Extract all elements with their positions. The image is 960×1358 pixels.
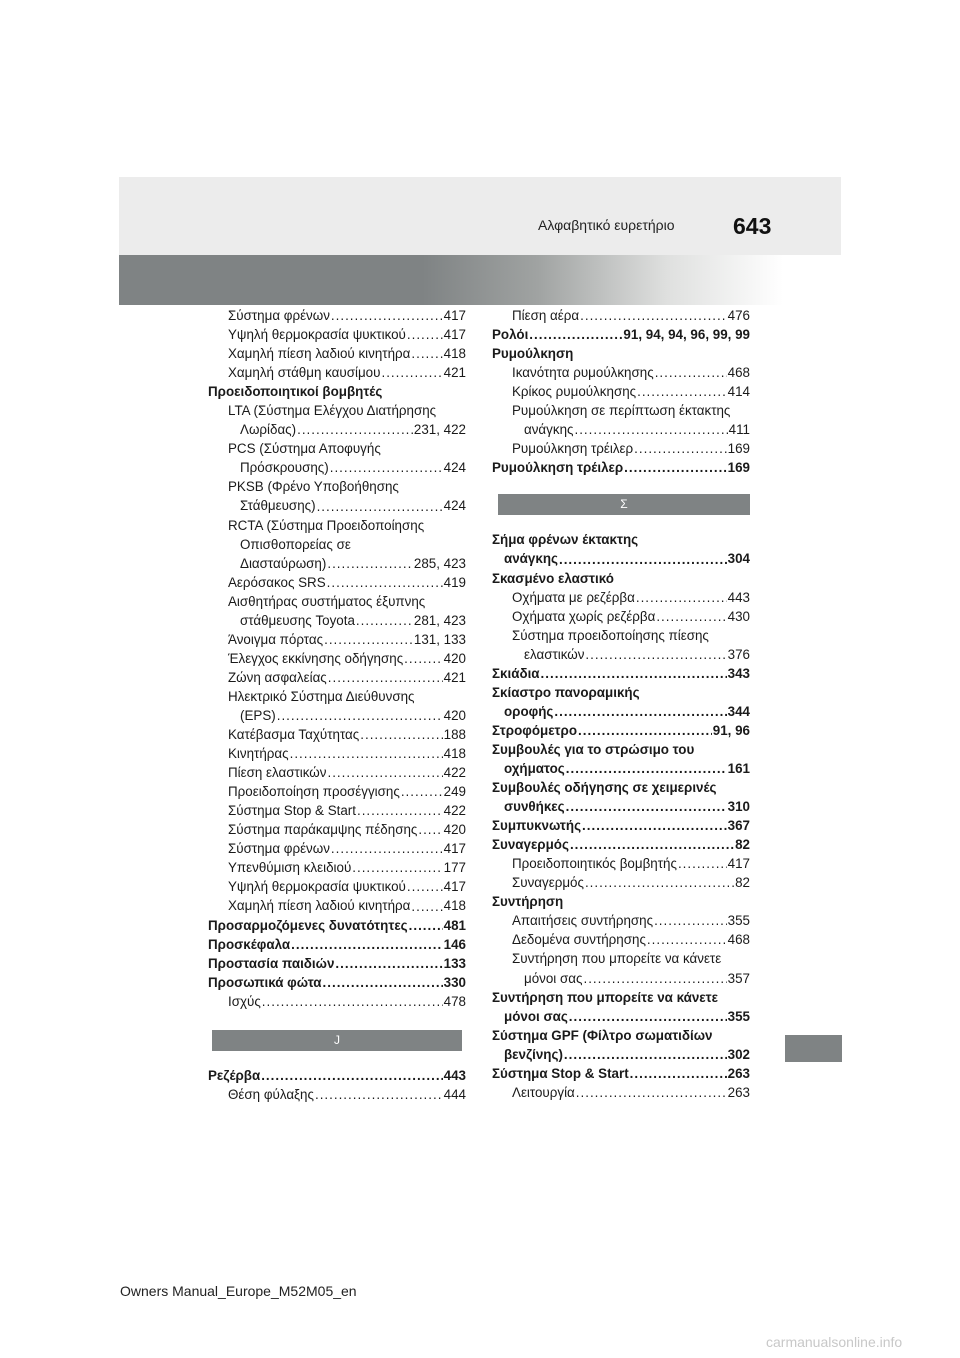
index-main-entry [492,325,750,344]
entry-term: οχήματος [504,760,565,776]
entry-term: Οπισθοπορείας σε [240,536,351,552]
entry-page-ref[interactable]: 418 [443,746,466,762]
dot-leader [352,858,442,877]
dot-leader [357,801,443,820]
dot-leader [566,759,727,778]
index-main-entry [208,382,466,401]
entry-term: Ρολόι [492,327,529,343]
index-main-entry [492,344,750,363]
index-sub-entry [208,573,466,592]
entry-term: μόνοι σας [524,970,583,986]
index-main-entry [492,530,750,549]
entry-term: Χαμηλή πίεση λαδιού κινητήρα [228,898,411,914]
entry-term: Υπενθύμιση κλειδιού [228,860,352,876]
dot-leader [637,382,727,401]
entry-term: Θέση φύλαξης [228,1086,314,1102]
dot-leader [647,930,727,949]
index-sub-entry [492,363,750,382]
index-sub-entry [208,325,466,344]
entry-term: Προειδοποιητικοί βομβητές [208,384,383,400]
entry-page-ref[interactable]: 420 [443,707,466,723]
index-main-entry [492,458,750,477]
entry-term: Σύστημα φρένων [228,308,330,323]
entry-page-ref[interactable]: 91, 96 [712,722,750,738]
index-sub-entry [208,877,466,896]
entry-page-ref[interactable]: 444 [443,1086,466,1102]
entry-page-ref[interactable]: 281, 423 [413,612,466,628]
entry-term: Προειδοποιητικός βομβητής [512,856,677,872]
index-main-entry [208,1066,466,1085]
index-main-entry [492,1045,750,1064]
entry-term: Συντήρηση που μπορείτε να κάνετε [492,989,718,1005]
dot-leader [317,497,443,516]
dot-leader [331,839,443,858]
entry-term: PKSB (Φρένο Υποβοήθησης [228,479,399,495]
dot-leader [381,363,442,382]
thumb-index-tab [785,1035,842,1062]
entry-term: Πίεση ελαστικών [228,765,327,781]
index-main-entry [492,740,750,759]
entry-term: Σύστημα Stop & Start [492,1065,629,1081]
entry-page-ref[interactable]: 188 [443,727,466,743]
index-sub-entry [208,554,466,573]
index-sub-entry [492,626,750,645]
entry-term: Σύστημα παράκαμψης πέδησης [228,822,418,838]
dot-leader [356,611,413,630]
entry-page-ref[interactable]: 357 [727,970,750,986]
dot-leader [582,816,727,835]
entry-page-ref[interactable]: 421 [443,365,466,381]
dot-leader [554,702,726,721]
entry-term: Στροφόμετρο [492,722,577,738]
entry-term: Σκίαστρο πανοραμικής [492,684,640,700]
entry-page-ref[interactable]: 285, 423 [413,555,466,571]
index-sub-entry [208,516,466,535]
entry-term: Σήμα φρένων έκτακτης [492,532,639,548]
entry-page-ref[interactable]: 420 [443,650,466,666]
index-main-entry [492,892,750,911]
index-sub-entry [492,930,750,949]
entry-term: Κατέβασμα Ταχύτητας [228,727,360,743]
dot-leader [578,721,712,740]
entry-page-ref[interactable]: 422 [443,803,466,819]
dot-leader [655,363,727,382]
entry-term: Διασταύρωση) [240,555,327,571]
index-sub-entry [492,588,750,607]
entry-term: Ρυμούλκηση [492,346,574,362]
index-sub-entry [208,420,466,439]
index-main-entry [492,1026,750,1045]
section-letter-bar: J [212,1030,462,1051]
index-main-entry [492,549,750,568]
entry-term: Λειτουργία [512,1084,575,1100]
index-sub-entry [208,992,466,1011]
index-sub-entry [208,439,466,458]
dot-leader [328,668,443,687]
dot-leader [630,1064,727,1083]
index-sub-entry [492,401,750,420]
entry-page-ref[interactable]: 344 [727,703,750,719]
entry-page-ref[interactable]: 367 [727,818,750,834]
dot-leader [330,458,443,477]
entry-term: Οχήματα με ρεζέρβα [512,589,635,605]
index-main-entry [492,778,750,797]
index-sub-entry [208,306,466,325]
entry-term: Ζώνη ασφαλείας [228,669,327,685]
index-main-entry [492,721,750,740]
index-sub-entry [208,496,466,515]
dot-leader [360,725,442,744]
dot-leader [576,1083,727,1102]
entry-term: Συναγερμός [492,837,569,853]
section-title: Αλφαβητικό ευρετήριο [538,217,675,233]
dot-leader [574,420,727,439]
dot-leader [678,854,727,873]
index-sub-entry [208,896,466,915]
entry-term: Δεδομένα συντήρησης [512,932,646,948]
entry-term: Σκιάδια [492,665,540,681]
entry-page-ref[interactable]: 161 [727,760,750,776]
entry-term: RCTA (Σύστημα Προειδοποίησης [228,517,425,533]
index-column-left [208,306,466,1104]
entry-page-ref[interactable]: 417 [443,327,466,343]
entry-page-ref[interactable]: 468 [727,932,750,948]
entry-term: Έλεγχος εκκίνησης οδήγησης [228,650,404,666]
index-main-entry [208,973,466,992]
index-sub-entry [208,344,466,363]
entry-term: συνθήκες [504,799,565,815]
dot-leader [585,645,726,664]
entry-page-ref[interactable]: 355 [727,1008,750,1024]
entry-page-ref[interactable]: 422 [443,765,466,781]
dot-leader [541,664,727,683]
entry-term: Στάθμευσης) [240,498,316,514]
entry-page-ref[interactable]: 418 [443,346,466,362]
dot-leader [411,897,442,916]
dot-leader [315,1085,443,1104]
dot-leader [656,607,726,626]
entry-page-ref[interactable]: 443 [443,1067,466,1083]
index-sub-entry [208,592,466,611]
index-main-entry [492,759,750,778]
entry-term: Ρυμούλκηση τρέιλερ [512,441,634,457]
entry-page-ref[interactable]: 430 [727,608,750,624]
entry-page-ref[interactable]: 417 [443,879,466,895]
entry-term: Οχήματα χωρίς ρεζέρβα [512,608,656,624]
entry-term: Προσαρμοζόμενες δυνατότητες [208,917,408,933]
index-sub-entry [208,477,466,496]
entry-term: Άνοιγμα πόρτας [228,631,324,647]
entry-term: βενζίνης) [504,1046,563,1062]
index-sub-entry [208,820,466,839]
dot-leader [654,911,727,930]
index-main-entry [208,916,466,935]
entry-page-ref[interactable]: 304 [727,551,750,567]
dot-leader [566,797,727,816]
dot-leader [411,344,442,363]
entry-page-ref[interactable]: 481 [443,917,466,933]
index-sub-entry [208,687,466,706]
entry-term: μόνοι σας [504,1008,568,1024]
dot-leader [559,550,727,569]
entry-term: Σύστημα Stop & Start [228,803,356,819]
entry-term: Συντήρηση [492,894,564,910]
entry-page-ref[interactable]: 417 [443,841,466,857]
entry-page-ref[interactable]: 418 [443,898,466,914]
entry-term: Αισθητήρας συστήματος έξυπνης [228,593,426,609]
entry-page-ref[interactable]: 231, 422 [413,422,466,438]
entry-page-ref[interactable]: 169 [727,460,750,476]
entry-term: Σύστημα προειδοποίησης πίεσης [512,627,709,643]
index-sub-entry [208,401,466,420]
dot-leader [331,306,443,325]
index-sub-entry [492,420,750,439]
index-main-entry [208,935,466,954]
entry-term: ανάγκης [504,551,558,567]
entry-page-ref[interactable]: 169 [727,441,750,457]
entry-page-ref[interactable]: 476 [727,308,750,323]
section-letter-bar: Σ [498,494,750,515]
entry-page-ref[interactable]: 146 [443,936,466,952]
index-sub-entry [492,645,750,664]
index-main-entry [208,954,466,973]
entry-term: Ηλεκτρικό Σύστημα Διεύθυνσης [228,688,415,704]
entry-page-ref[interactable]: 443 [727,589,750,605]
dot-leader [297,420,413,439]
entry-page-ref[interactable]: 419 [443,574,466,590]
dot-leader [291,935,443,954]
index-main-entry [492,1064,750,1083]
index-main-entry [492,988,750,1007]
dot-leader [634,439,727,458]
entry-term: Απαιτήσεις συντήρησης [512,913,654,929]
dot-leader [327,554,413,573]
index-sub-entry [492,873,750,892]
entry-term: Προσκέφαλα [208,936,291,952]
entry-page-ref[interactable]: 478 [443,993,466,1009]
index-sub-entry [492,911,750,930]
index-main-entry [492,569,750,588]
entry-term: Αερόσακος SRS [228,574,326,590]
entry-term: Συντήρηση που μπορείτε να κάνετε [512,951,722,967]
entry-term: Χαμηλή πίεση λαδιού κινητήρα [228,346,411,362]
entry-page-ref[interactable]: 355 [727,913,750,929]
dot-leader [583,969,726,988]
index-sub-entry [208,763,466,782]
entry-page-ref[interactable]: 424 [443,460,466,476]
dot-leader [290,744,443,763]
entry-page-ref[interactable]: 91, 94, 94, 96, 99, 99 [623,327,750,343]
index-sub-entry [492,306,750,325]
index-sub-entry [208,1085,466,1104]
entry-page-ref[interactable]: 424 [443,498,466,514]
entry-term: Σύστημα φρένων [228,841,330,857]
index-main-entry [492,664,750,683]
entry-page-ref[interactable]: 133 [443,955,466,971]
entry-page-ref[interactable]: 414 [727,384,750,400]
entry-term: Σκασμένο ελαστικό [492,570,614,586]
index-sub-entry [208,744,466,763]
index-main-entry [492,816,750,835]
index-column-right [492,306,750,1102]
dot-leader [580,306,727,325]
dot-leader [624,458,727,477]
index-sub-entry [492,949,750,968]
entry-term: Κρίκος ρυμούλκησης [512,384,637,400]
entry-term: Ικανότητα ρυμούλκησης [512,365,654,381]
entry-page-ref[interactable]: 131, 133 [413,631,466,647]
index-sub-entry [208,801,466,820]
index-sub-entry [208,611,466,630]
entry-term: Συμπυκνωτής [492,818,582,834]
entry-term: Ρυμούλκηση τρέιλερ [492,460,624,476]
entry-page-ref[interactable]: 263 [727,1084,750,1100]
index-sub-entry [492,607,750,626]
entry-term: Σύστημα GPF (Φίλτρο σωματιδίων [492,1027,713,1043]
page-number: 643 [733,213,772,239]
decorative-gradient-band [119,255,841,305]
entry-term: (EPS) [240,707,276,723]
entry-page-ref[interactable]: 330 [443,974,466,990]
entry-page-ref[interactable]: 468 [727,365,750,381]
entry-term: Υψηλή θερμοκρασία ψυκτικού [228,879,406,895]
dot-leader [327,763,442,782]
entry-term: Συναγερμός [512,875,584,891]
index-sub-entry [208,458,466,477]
index-sub-entry [208,363,466,382]
dot-leader [262,992,443,1011]
entry-term: Προστασία παιδιών [208,955,335,971]
entry-page-ref[interactable]: 421 [443,669,466,685]
index-sub-entry [208,630,466,649]
dot-leader [261,1066,442,1085]
index-main-entry [492,683,750,702]
entry-term: Χαμηλή στάθμη καυσίμου [228,365,381,381]
index-main-entry [492,1007,750,1026]
index-sub-entry [208,668,466,687]
entry-term: Ρυμούλκηση σε περίπτωση έκτακτης [512,403,731,419]
entry-term: Υψηλή θερμοκρασία ψυκτικού [228,327,406,343]
entry-term: στάθμευσης Toyota [240,612,355,628]
entry-term: Λωρίδας) [240,422,297,438]
dot-leader [335,954,442,973]
dot-leader [636,588,727,607]
index-sub-entry [208,839,466,858]
entry-term: LTA (Σύστημα Ελέγχου Διατήρησης [228,403,437,419]
dot-leader [327,573,443,592]
entry-term: Πίεση αέρα [512,308,580,323]
entry-term: ελαστικών [524,646,585,662]
index-sub-entry [208,725,466,744]
dot-leader [529,325,622,344]
index-sub-entry [208,649,466,668]
entry-page-ref[interactable]: 302 [727,1046,750,1062]
entry-term: Συμβουλές για το στρώσιμο του [492,741,695,757]
dot-leader [570,835,734,854]
entry-page-ref[interactable]: 249 [443,784,466,800]
dot-leader [277,706,443,725]
index-sub-entry [492,1083,750,1102]
index-main-entry [492,797,750,816]
entry-page-ref[interactable]: 417 [443,308,466,323]
entry-page-ref[interactable]: 82 [735,875,750,891]
entry-page-ref[interactable]: 417 [727,856,750,872]
entry-term: οροφής [504,703,554,719]
index-sub-entry [492,439,750,458]
entry-term: Προειδοποίηση προσέγγισης [228,784,400,800]
index-sub-entry [208,706,466,725]
dot-leader [401,782,443,801]
entry-page-ref[interactable]: 177 [443,860,466,876]
index-sub-entry [208,858,466,877]
index-sub-entry [492,854,750,873]
dot-leader [323,973,443,992]
entry-term: Ρεζέρβα [208,1067,261,1083]
entry-term: Κινητήρας [228,746,289,762]
entry-page-ref[interactable]: 263 [727,1065,750,1081]
entry-term: Συμβουλές οδήγησης σε χειμερινές [492,780,717,796]
index-sub-entry [492,382,750,401]
dot-leader [409,916,443,935]
dot-leader [404,649,442,668]
index-main-entry [492,702,750,721]
entry-term: Προσωπικά φώτα [208,974,322,990]
entry-term: Ισχύς [228,993,261,1009]
dot-leader [569,1007,727,1026]
watermark: carmanualsonline.info [766,1334,903,1350]
index-sub-entry [492,969,750,988]
entry-page-ref[interactable]: 82 [735,837,750,853]
footer-manual-id: Owners Manual_Europe_M52M05_en [120,1283,357,1299]
dot-leader [585,873,734,892]
index-sub-entry [208,535,466,554]
entry-page-ref[interactable]: 310 [727,799,750,815]
index-main-entry [492,835,750,854]
entry-page-ref[interactable]: 411 [728,422,750,438]
dot-leader [324,630,413,649]
dot-leader [418,820,442,839]
entry-page-ref[interactable]: 420 [443,822,466,838]
entry-term: Πρόσκρουσης) [240,460,329,476]
dot-leader [564,1045,727,1064]
entry-term: ανάγκης [524,422,574,438]
entry-page-ref[interactable]: 343 [727,665,750,681]
entry-term: PCS (Σύστημα Αποφυγής [228,441,381,457]
index-sub-entry [208,782,466,801]
dot-leader [407,325,443,344]
entry-page-ref[interactable]: 376 [727,646,750,662]
dot-leader [407,877,443,896]
